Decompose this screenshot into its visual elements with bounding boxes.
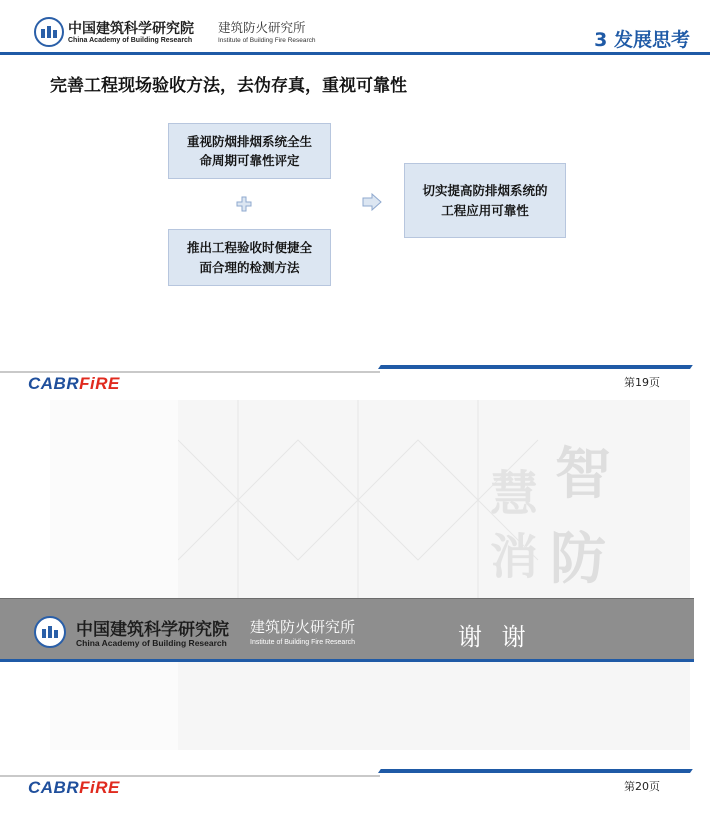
logo-en-name: China Academy of Building Research [76,638,227,648]
slide-main-title: 完善工程现场验收方法，去伪存真，重视可靠性 [50,76,407,96]
box-inspection-method [168,229,331,286]
logo-institute-cn: 建筑防火研究所 [218,20,306,35]
logo-en-name: China Academy of Building Research [68,37,193,44]
brand-part-b: FiRE [79,778,120,797]
watermark-char: 慧 [490,466,539,522]
footer-line-thin [0,775,380,777]
background-pattern [178,400,690,598]
footer-line-thick [378,769,693,773]
box-line: 面合理的检测方法 [199,259,300,275]
footer-line-thick [378,365,693,369]
watermark-char: 防 [550,527,606,592]
header-divider [0,52,710,55]
box-line: 重视防烟排烟系统全生 [186,133,312,149]
cabr-logo-icon [34,17,64,47]
arrow-right-icon [362,193,382,211]
brand-part-a: CABR [28,778,80,797]
box-lifecycle-evaluation [168,123,331,179]
box-line: 切实提高防排烟系统的 [422,183,548,199]
plus-icon [236,196,252,212]
background-panel-left [50,400,178,750]
box-line: 命周期可靠性评定 [199,153,300,168]
box-result-reliability [404,163,566,238]
watermark-char: 智 [555,442,611,507]
thanks-text: 谢 谢 [458,623,532,651]
box-line: 工程应用可靠性 [441,202,529,218]
logo-cn-name: 中国建筑科学研究院 [76,620,229,640]
footer-line-thin [0,371,380,373]
page-number: 第20页 [624,780,660,793]
cabr-logo-icon [34,616,66,648]
brand-part-b: FiRE [79,374,120,393]
watermark-char: 消 [490,529,539,585]
cabrfire-logo [28,778,120,798]
logo-institute-en: Institute of Building Fire Research [218,37,316,44]
section-title: 3 发展思考 [594,29,690,51]
box-line: 推出工程验收时便捷全 [186,240,312,256]
logo-institute-cn: 建筑防火研究所 [250,618,356,636]
logo-cn-name: 中国建筑科学研究院 [68,21,194,37]
brand-part-a: CABR [28,374,80,393]
page-number: 第19页 [624,376,660,389]
logo-institute-en: Institute of Building Fire Research [250,639,356,646]
cabrfire-logo [28,374,120,394]
